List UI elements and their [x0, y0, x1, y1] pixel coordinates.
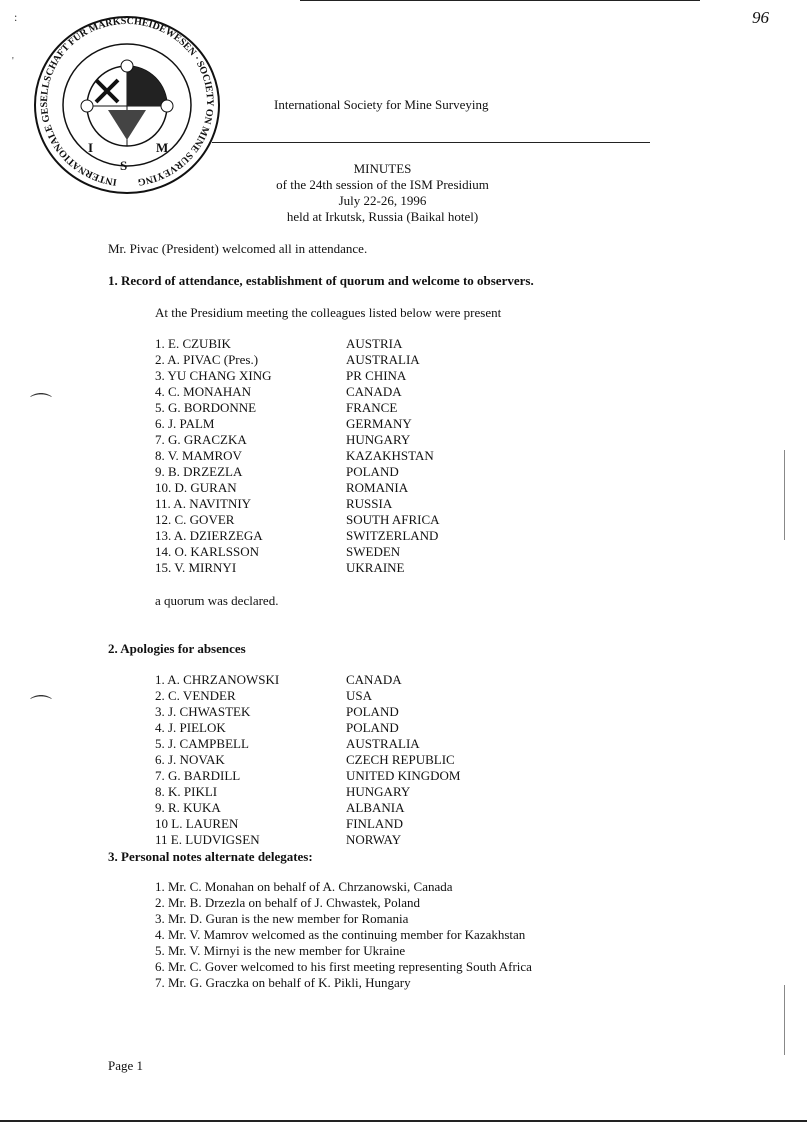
- svg-text:I: I: [88, 140, 94, 155]
- minutes-title: MINUTES: [353, 161, 412, 176]
- section-2-heading: 2. Apologies for absences: [108, 641, 246, 656]
- list-item: 6. Mr. C. Gover welcomed to his first meeting representing South Africa: [155, 959, 532, 974]
- bottom-rule: [0, 1120, 807, 1122]
- organization-name: International Society for Mine Surveying: [274, 97, 489, 112]
- margin-arc-mark: ⌒: [30, 392, 53, 417]
- minutes-subtitle-line: of the 24th session of the ISM Presidium: [276, 177, 489, 192]
- scan-mark: ': [12, 56, 14, 67]
- right-margin-line: [784, 985, 785, 1055]
- top-rule: [300, 0, 700, 1]
- header-rule: [212, 142, 650, 143]
- intro-paragraph: Mr. Pivac (President) welcomed all in attendance.: [108, 241, 368, 256]
- svg-text:S: S: [120, 158, 128, 173]
- ism-seal-logo: [30, 10, 225, 200]
- minutes-date: July 22-26, 1996: [338, 193, 427, 208]
- list-item: 7. Mr. G. Graczka on behalf of K. Pikli, Hungary: [155, 975, 411, 990]
- margin-arc-mark: ⌒: [30, 694, 53, 719]
- minutes-location: held at Irkutsk, Russia (Baikal hotel): [286, 209, 479, 224]
- section-3-heading: 3. Personal notes alternate delegates:: [108, 849, 313, 864]
- handwritten-page-number: 96: [752, 8, 769, 27]
- section-1-lead: At the Presidium meeting the colleagues listed below were present: [155, 305, 502, 320]
- list-item: 2. Mr. B. Drzezla on behalf of J. Chwastek, Poland: [155, 895, 421, 910]
- list-item: 3. Mr. D. Guran is the new member for Romania: [155, 911, 409, 926]
- right-margin-line: [784, 450, 785, 540]
- svg-text:M: M: [156, 140, 169, 155]
- list-item: 5. Mr. V. Mirnyi is the new member for Ukraine: [155, 943, 406, 958]
- list-item: 4. Mr. V. Mamrov welcomed as the continuing member for Kazakhstan: [155, 927, 526, 942]
- svg-text:INTERNATIONALE GESELLSCHAFT FÜ: INTERNATIONALE GESELLSCHAFT FÜR MARKSCHEIDEWESEN · SOCIETY ON MINE SURVEYING: [38, 15, 216, 188]
- quorum-statement: a quorum was declared.: [155, 593, 279, 608]
- section-1-heading: 1. Record of attendance, establishment of quorum and welcome to observers.: [108, 273, 534, 288]
- page-footer: Page 1: [108, 1058, 144, 1073]
- scan-mark: :: [14, 10, 18, 24]
- list-item: 1. Mr. C. Monahan on behalf of A. Chrzanowski, Canada: [155, 879, 453, 894]
